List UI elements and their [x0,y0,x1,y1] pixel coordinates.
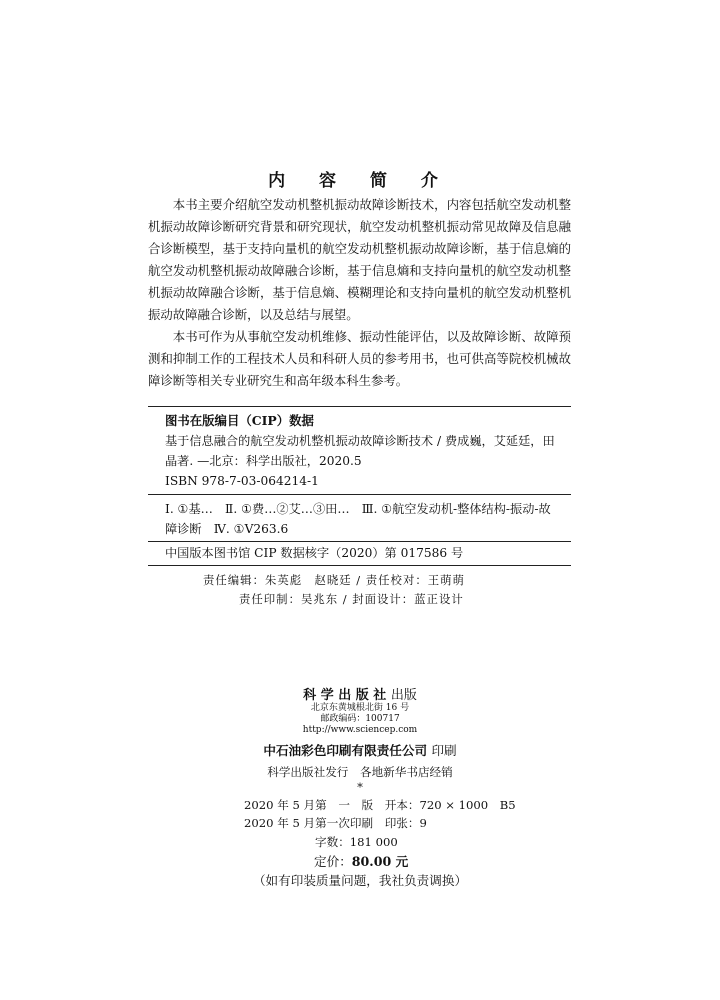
price-label: 定价： [314,854,352,869]
separator-star: * [357,780,363,794]
printer-suffix: 印刷 [431,743,457,758]
price-line [314,851,408,870]
cip-bottom-rule [148,565,571,566]
summary-paragraph: 本书主要介绍航空发动机整机振动故障诊断技术，内容包括航空发动机整机振动故障诊断研究背景和研究现状，航空发动机整机振动常见故障及信息融合诊断模型，基于支持向量机的航空发动机整机振动故障诊断，基于信息熵的航空发动机整机振动故障融合诊断，基于信息熵和支持向量机的航空发动机整机振动故障融合诊断，基于信息熵、模糊理论和支持向量机的航空发动机整机振动故障融合诊断，以及总结与展望。 [148,197,571,322]
publisher-address: 北京东黄城根北街 16 号 [310,703,410,713]
printing-line: 2020 年 5 月第一次印刷 印张：9 [244,816,427,830]
summary-paragraph: 本书可作为从事航空发动机维修、振动性能评估，以及故障诊断、故障预测和抑制工作的工程技术人员和科研人员的参考用书，也可供高等院校机械故障诊断等相关专业研究生和高年级本科生参考。 [148,329,571,388]
cip-top-rule [148,406,571,407]
cip-heading: 图书在版编目（CIP）数据 [165,413,314,428]
publisher-line [0,684,720,703]
quality-notice: （如有印装质量问题，我社负责调换） [252,873,468,888]
cip-classification: Ⅰ. ①基… Ⅱ. ①费…②艾…③田… Ⅲ. ①航空发动机-整体结构-振动-故障诊断 Ⅳ. ①V263.6 [165,502,551,536]
publisher-name: 科 学 出 版 社 [303,688,387,703]
cip-record-number: 中国版本图书馆 CIP 数据核字（2020）第 017586 号 [165,546,464,560]
publisher-website: http://www.sciencep.com [302,725,418,735]
publisher-suffix: 出版 [390,688,417,703]
summary-body [148,194,571,392]
publisher-postcode: 邮政编码：100717 [320,714,400,724]
staff-editors: 责任编辑：朱英彪 赵晓廷 / 责任校对：王萌萌 [203,573,465,587]
printer-name: 中石油彩色印刷有限责任公司 [263,743,428,758]
cip-middle-rule-2 [148,541,571,542]
staff-production: 责任印制：吴兆东 / 封面设计：蓝正设计 [239,592,464,606]
cip-entry: 基于信息融合的航空发动机整机振动故障诊断技术 / 费成巍，艾延廷，田晶著. —北京：科学出版社，2020.5 [165,434,555,468]
word-count: 字数：181 000 [315,835,398,849]
cip-isbn: ISBN 978-7-03-064214-1 [165,474,319,488]
distribution-line: 科学出版社发行 各地新华书店经销 [267,765,453,779]
printer-line [0,740,720,759]
cip-middle-rule [148,494,571,495]
summary-title: 内 容 简 介 [268,171,452,191]
price-value: 80.00 元 [351,854,409,869]
edition-line: 2020 年 5 月第 一 版 开本：720 × 1000 B5 [244,798,516,812]
